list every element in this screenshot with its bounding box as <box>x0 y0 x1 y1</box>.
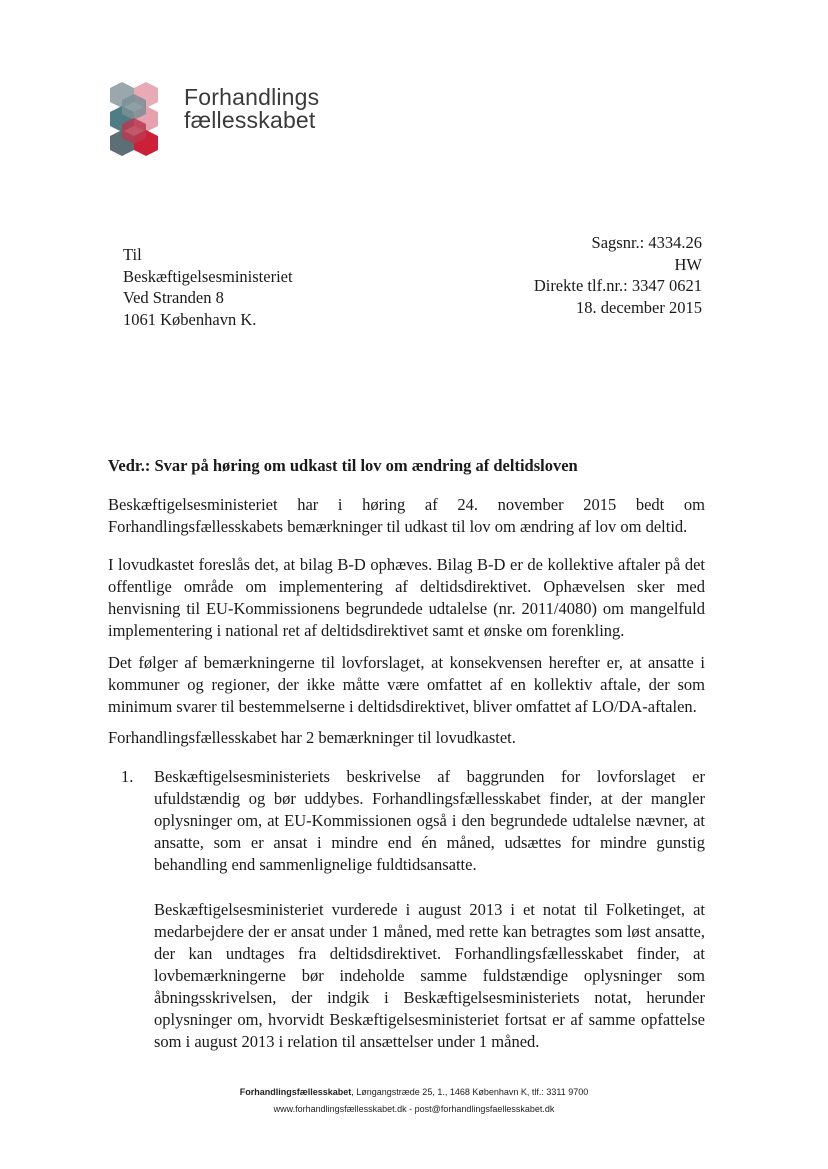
subject-line: Vedr.: Svar på høring om udkast til lov om ændring af deltidsloven <box>108 456 578 475</box>
remark-body <box>154 766 705 1053</box>
address-line: Til <box>123 245 142 264</box>
body-paragraph: Det følger af bemærkningerne til lovforslaget, at konsekvensen herefter er, at ansatte i kommuner og regioner, der ikke måtte være omfattet af en kollektiv aftale, der som minimum svarer til bestemmelserne i deltidsdirektivet, bliver omfattet af LO/DA-aftalen. <box>108 653 705 716</box>
footer-contact <box>0 1104 828 1114</box>
logo-line-2: fællesskabet <box>184 107 316 133</box>
remark-paragraph: Beskæftigelsesministeriet vurderede i august 2013 i et notat til Folketinget, at medarbejdere der er ansat under 1 måned, med rette kan betragtes som løst ansatte, der kan undtages fra deltidsdirektivet. Forhandlingsfællesskabet finder, at lovbemærkningerne bør indeholde samme fuldstændige oplysninger som åbningsskrivelsen, der indgik i Beskæftigelsesministeriets notat, herunder oplysninger om, hvorvidt Beskæftigelsesministeriet fortsat er af samme opfattelse som i august 2013 i relation til ansættelser under 1 måned. <box>154 900 705 1051</box>
direct-phone: Direkte tlf.nr.: 3347 0621 <box>533 276 702 295</box>
address-line: 1061 København K. <box>123 309 257 329</box>
logo-wordmark <box>184 86 319 132</box>
footer-email-link[interactable]: post@forhandlingsfaellesskabet.dk <box>414 1104 555 1114</box>
reference-block <box>534 232 702 318</box>
address-line: Ved Stranden 8 <box>123 288 224 307</box>
logo-line-1: Forhandlings <box>184 84 320 110</box>
remark-paragraph: Beskæftigelsesministeriets beskrivelse af baggrunden for lovforslaget er ufuldstændig og bør uddybes. Forhandlingsfællesskabet finder, at der mangler oplysninger om, at EU-Kommissionen også i den begrundede udtalelse nævner, at ansatte, som er ansat i mindre end én måned, udsættes for mindre gunstig behandling end sammenlignelige fuldtidsansatte. <box>154 767 705 874</box>
footer-org-name: Forhandlingsfællesskabet <box>239 1087 352 1097</box>
footer-address-text: , Løngangstræde 25, 1., 1468 København K, tlf.: 3311 9700 <box>351 1087 589 1097</box>
footer-website-link[interactable]: www.forhandlingsfællesskabet.dk <box>273 1104 407 1114</box>
recipient-address <box>123 244 293 330</box>
organization-logo <box>104 78 344 162</box>
letter-date: 18. december 2015 <box>576 297 702 317</box>
footer-separator: - <box>406 1104 415 1114</box>
body-paragraph: Forhandlingsfællesskabet har 2 bemærkninger til lovudkastet. <box>108 728 516 747</box>
hexagon-logo-icon <box>104 78 176 162</box>
case-number: Sagsnr.: 4334.26 <box>591 233 702 252</box>
footer-address <box>0 1087 828 1097</box>
body-paragraph: Beskæftigelsesministeriet har i høring af 24. november 2015 bedt om Forhandlingsfællesskabets bemærkninger til udkast til lov om ændring af lov om deltid. <box>108 495 705 536</box>
body-paragraph: I lovudkastet foreslås det, at bilag B-D ophæves. Bilag B-D er de kollektive aftaler på det offentlige område om implementering af deltidsdirektivet. Ophævelsen sker med henvisning til EU-Kommissionens begrundede udtalelse (nr. 2011/4080) om mangelfuld implementering i national ret af deltidsdirektivet samt et ønske om forenkling. <box>108 555 705 640</box>
remark-number: 1. <box>121 767 134 786</box>
author-initials: HW <box>674 254 702 274</box>
remark-item-1 <box>121 766 705 1076</box>
address-line: Beskæftigelsesministeriet <box>123 266 293 286</box>
